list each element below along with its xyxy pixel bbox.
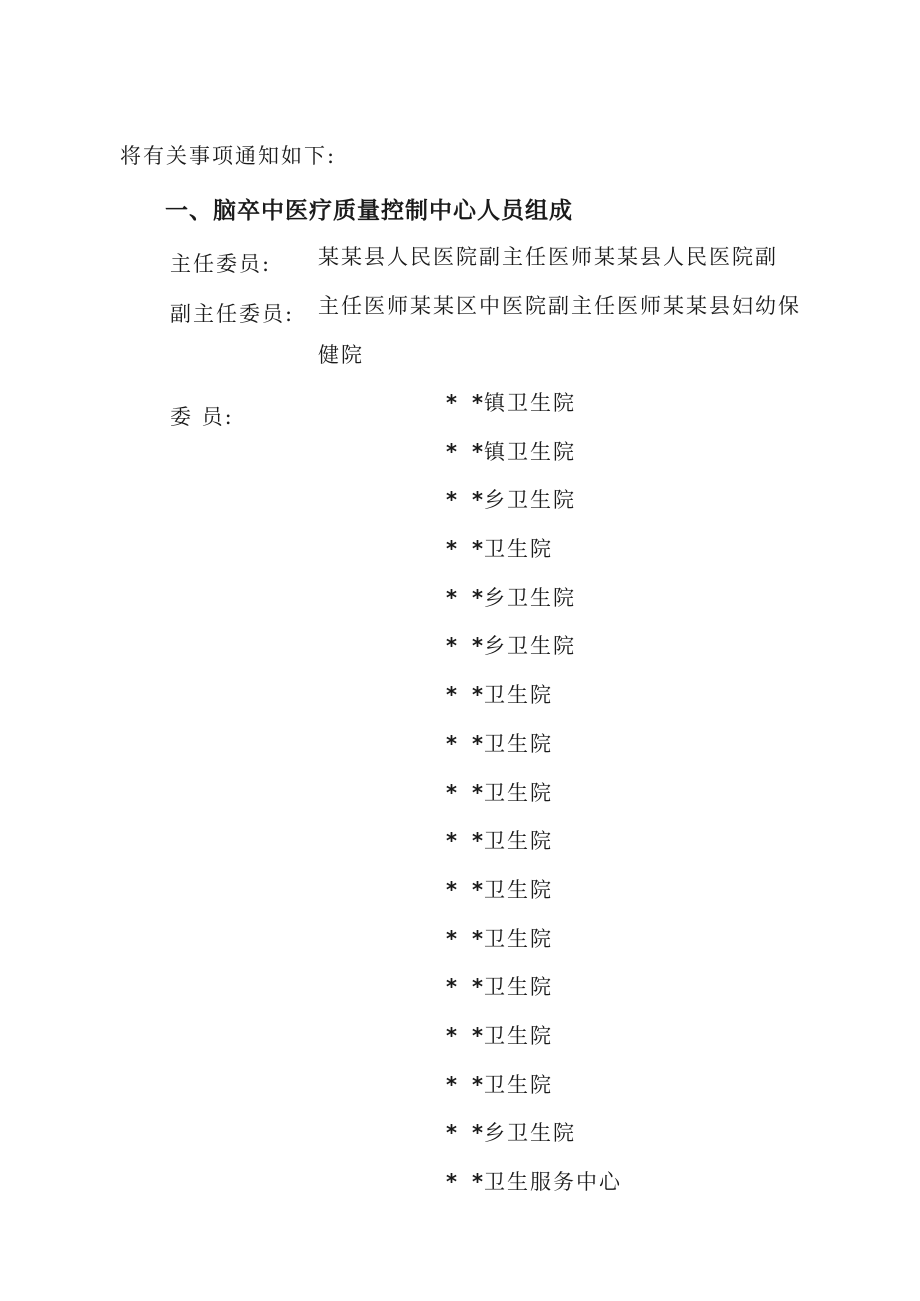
member-item-label: 镇卫生院	[484, 439, 576, 464]
asterisk-mark: *	[472, 439, 485, 464]
member-item	[446, 486, 622, 535]
member-item	[446, 389, 622, 438]
member-item-label: 卫生院	[484, 1023, 553, 1048]
member-item	[446, 779, 622, 828]
deputy-director-label: 副主任委员:	[170, 302, 295, 326]
deputy-director-value-line1: 主任医师某某区中医院副主任医师某某县妇幼保	[318, 294, 801, 318]
member-item-label: 卫生院	[484, 537, 553, 562]
asterisk-mark: *	[446, 683, 459, 708]
asterisk-mark: *	[446, 488, 459, 513]
asterisk-mark: *	[472, 731, 485, 756]
member-item-label: 卫生院	[484, 1072, 553, 1097]
member-item-label: 乡卫生院	[484, 1121, 576, 1146]
member-item	[446, 438, 622, 487]
member-item-label: 卫生服务中心	[484, 1170, 622, 1194]
asterisk-mark: *	[446, 926, 459, 951]
member-item	[446, 1119, 622, 1168]
member-item	[446, 730, 622, 779]
member-item	[446, 584, 622, 633]
asterisk-mark: *	[472, 926, 485, 951]
asterisk-mark: *	[472, 634, 485, 659]
member-item	[446, 1168, 622, 1217]
director-label: 主任委员:	[170, 252, 272, 276]
members-list	[446, 389, 622, 1217]
member-item	[446, 876, 622, 925]
asterisk-mark: *	[446, 975, 459, 1000]
member-item	[446, 973, 622, 1022]
member-item	[446, 1071, 622, 1120]
asterisk-mark: *	[472, 488, 485, 513]
asterisk-mark: *	[446, 585, 459, 610]
section-heading: 一、脑卒中医疗质量控制中心人员组成	[165, 198, 573, 224]
deputy-director-value-line2: 健院	[318, 343, 364, 367]
asterisk-mark: *	[472, 1170, 485, 1194]
asterisk-mark: *	[446, 1023, 459, 1048]
asterisk-mark: *	[446, 1170, 459, 1194]
member-item	[446, 1022, 622, 1071]
member-item-label: 卫生院	[484, 877, 553, 902]
asterisk-mark: *	[446, 537, 459, 562]
asterisk-mark: *	[472, 683, 485, 708]
asterisk-mark: *	[446, 391, 459, 415]
member-item-label: 卫生院	[484, 829, 553, 854]
asterisk-mark: *	[472, 585, 485, 610]
member-item-label: 卫生院	[484, 926, 553, 951]
intro-text: 将有关事项通知如下:	[120, 144, 337, 168]
asterisk-mark: *	[472, 829, 485, 854]
members-label: 委 员:	[170, 405, 234, 429]
asterisk-mark: *	[446, 877, 459, 902]
member-item	[446, 925, 622, 974]
asterisk-mark: *	[472, 1072, 485, 1097]
member-item	[446, 632, 622, 681]
asterisk-mark: *	[446, 439, 459, 464]
asterisk-mark: *	[472, 877, 485, 902]
director-value: 某某县人民医院副主任医师某某县人民医院副	[318, 245, 778, 269]
member-item-label: 乡卫生院	[484, 488, 576, 513]
member-item	[446, 681, 622, 730]
member-item-label: 卫生院	[484, 780, 553, 805]
member-item-label: 卫生院	[484, 683, 553, 708]
asterisk-mark: *	[446, 731, 459, 756]
member-item	[446, 535, 622, 584]
member-item-label: 卫生院	[484, 975, 553, 1000]
member-item-label: 镇卫生院	[484, 391, 576, 415]
asterisk-mark: *	[472, 975, 485, 1000]
asterisk-mark: *	[472, 1121, 485, 1146]
asterisk-mark: *	[446, 634, 459, 659]
member-item-label: 乡卫生院	[484, 634, 576, 659]
member-item	[446, 827, 622, 876]
asterisk-mark: *	[446, 1072, 459, 1097]
asterisk-mark: *	[472, 537, 485, 562]
asterisk-mark: *	[446, 1121, 459, 1146]
asterisk-mark: *	[446, 780, 459, 805]
asterisk-mark: *	[472, 780, 485, 805]
asterisk-mark: *	[446, 829, 459, 854]
asterisk-mark: *	[472, 1023, 485, 1048]
member-item-label: 卫生院	[484, 731, 553, 756]
member-item-label: 乡卫生院	[484, 585, 576, 610]
asterisk-mark: *	[472, 391, 485, 415]
